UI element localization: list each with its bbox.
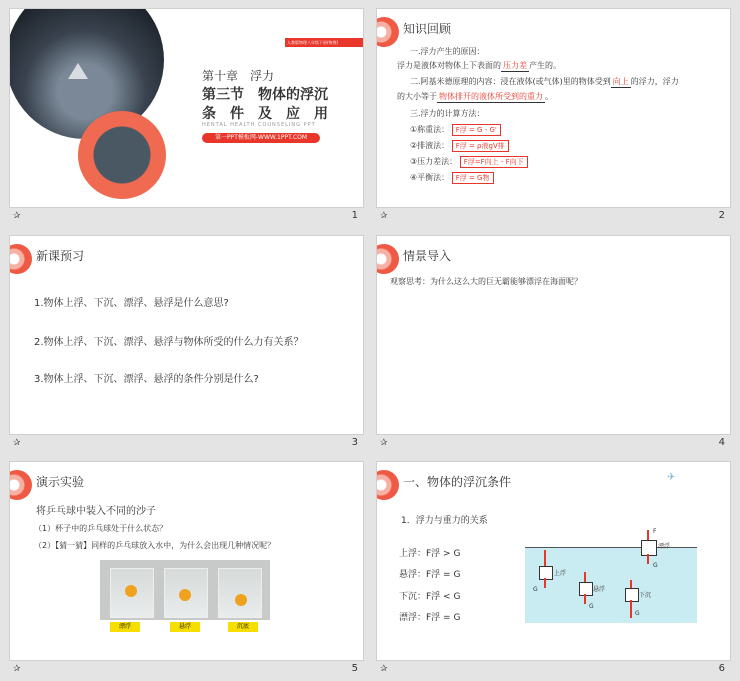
force-down-arrow [647,554,649,564]
condition-rise: 上浮：F浮 > G [399,549,461,559]
box-suspended [579,582,593,596]
star-icon[interactable]: ✰ [380,211,388,221]
star-icon[interactable]: ✰ [13,211,21,221]
observation-prompt: 观察思考：为什么这么大的巨无霸能够漂浮在海面呢？ [390,277,582,286]
experiment-prompt-2: （2）【猜一猜】同样的乒乓球放入水中，为什么会出现几种情况呢？ [34,541,276,550]
question-1: 1.物体上浮、下沉、漂浮、悬浮是什么意思? [34,298,229,309]
title-decoration [376,244,399,274]
text-fragment: 产生的。 [529,61,561,70]
text-line: 一.浮力产生的原因： [410,47,485,56]
method-line [410,156,528,168]
slide-thumbnail-5[interactable] [9,461,364,681]
label-sunk: 沉底 [228,622,258,632]
question-2: 2.物体上浮、下沉、漂浮、悬浮与物体所受的什么力有关系？ [34,337,304,348]
slide-1 [9,8,364,208]
box-label-sinking: 下沉 [639,592,652,599]
subtitle-english: HENTAL HEALTH COUNSELING PPT [202,122,316,128]
paper-boat-icon [68,63,88,79]
force-g-label: G [635,610,640,617]
star-icon[interactable]: ✰ [13,664,21,674]
text-line [397,60,561,72]
slide-title: 新课预习 [36,249,85,263]
slide-thumbnail-6[interactable] [376,461,731,681]
website-link-button[interactable]: 第一PPT模板网-WWW.1PPT.COM [202,133,320,143]
slide-thumbnail-1[interactable] [9,8,364,228]
slide-number: 3 [351,437,358,448]
experiment-prompt-1: （1）杯子中的乒乓球处于什么状态？ [34,524,168,533]
method-label: ④平衡法： [410,173,450,182]
condition-sink: 下沉：F浮 < G [399,592,461,602]
method-line [410,124,501,136]
title-decoration [376,470,399,500]
method-label: ①称重法： [410,125,450,134]
box-floating [641,540,657,556]
slide-5 [9,461,364,661]
formula-box: F浮 = G - G' [452,124,501,136]
answer-blank: 物体排开的液体所受到的重力 [439,92,543,101]
slide-thumbnail-3[interactable] [9,235,364,455]
slide-4 [376,235,731,435]
text-line: 三.浮力的计算方法： [410,109,485,118]
lesson-title-line2: 条 件 及 应 用 [202,106,328,122]
slide-3 [9,235,364,435]
force-g-label: G [589,603,594,610]
force-down-arrow [584,594,586,604]
text-fragment: 二.阿基米德原理的内容：浸在液体(或气体)里的物体受到 [410,77,611,86]
text-line [410,76,679,88]
title-decoration [9,244,32,274]
slide-thumbnail-2[interactable] [376,8,731,228]
box-label-rising: 上浮 [554,570,567,577]
beaker [164,568,208,618]
force-down-arrow [544,578,546,588]
text-fragment: 的大小等于 [397,92,437,101]
header-tag: 人教版物理八年级下册(物理) [285,38,364,47]
text-fragment: 。 [545,92,553,101]
slide-title: 情景导入 [403,249,452,263]
formula-box: F浮 = G物 [452,172,494,184]
force-up-arrow [544,550,546,566]
experiment-heading: 将乒乓球中装入不同的沙子 [36,506,156,517]
force-f-label: F [653,528,657,535]
water-tank [525,528,697,623]
orange-ring-circle [78,111,166,199]
slide-number: 5 [351,663,358,674]
slide-number: 1 [351,210,358,221]
box-label-suspended: 悬浮 [593,586,606,593]
beaker [110,568,154,618]
title-decoration [9,470,32,500]
box-label-floating: 漂浮 [658,543,671,550]
formula-box: F浮=F向上 - F向下 [460,156,528,168]
condition-suspend: 悬浮：F浮 = G [399,570,461,580]
slide-2 [376,8,731,208]
answer-blank: 压力差 [503,61,527,70]
paper-plane-icon: ✈ [667,472,676,483]
force-g-label: G [533,586,538,593]
box-sinking [625,588,639,602]
text-fragment: 的浮力，浮力 [630,77,679,86]
condition-float: 漂浮：F浮 = G [399,613,461,623]
text-line [397,91,553,103]
method-label: ③压力差法： [410,157,458,166]
slide-number: 6 [718,663,725,674]
slide-number: 4 [718,437,725,448]
formula-box: F浮 = ρ液gV排 [452,140,509,152]
section-subtitle: 1．浮力与重力的关系 [401,516,488,526]
star-icon[interactable]: ✰ [13,438,21,448]
ping-pong-ball [235,594,247,606]
star-icon[interactable]: ✰ [380,438,388,448]
ping-pong-ball [125,585,137,597]
slide-thumbnail-4[interactable] [376,235,731,455]
force-up-arrow [630,580,632,588]
slide-6 [376,461,731,661]
slide-title: 演示实验 [36,475,85,489]
beaker-photo [100,560,270,620]
force-g-label: G [653,562,658,569]
label-suspended: 悬浮 [170,622,200,632]
ping-pong-ball [179,589,191,601]
chapter-title: 第十章 浮力 [202,69,275,83]
question-3: 3.物体上浮、下沉、漂浮、悬浮的条件分别是什么? [34,374,259,385]
answer-blank: 向上 [612,77,629,86]
slide-title: 知识回顾 [403,22,452,36]
force-up-arrow [584,572,586,582]
method-line [410,140,509,152]
lesson-title-line1: 第三节 物体的浮沉 [202,87,328,103]
title-decoration [376,17,399,47]
force-up-arrow [647,530,649,540]
text-fragment: 浮力是液体对物体上下表面的 [397,61,501,70]
star-icon[interactable]: ✰ [380,664,388,674]
label-floating: 漂浮 [110,622,140,632]
slide-number: 2 [718,210,725,221]
slide-title: 一、物体的浮沉条件 [403,475,512,489]
method-label: ②排液法： [410,141,450,150]
force-down-arrow [630,600,632,618]
beaker [218,568,262,618]
box-rising [539,566,553,580]
method-line [410,172,494,184]
